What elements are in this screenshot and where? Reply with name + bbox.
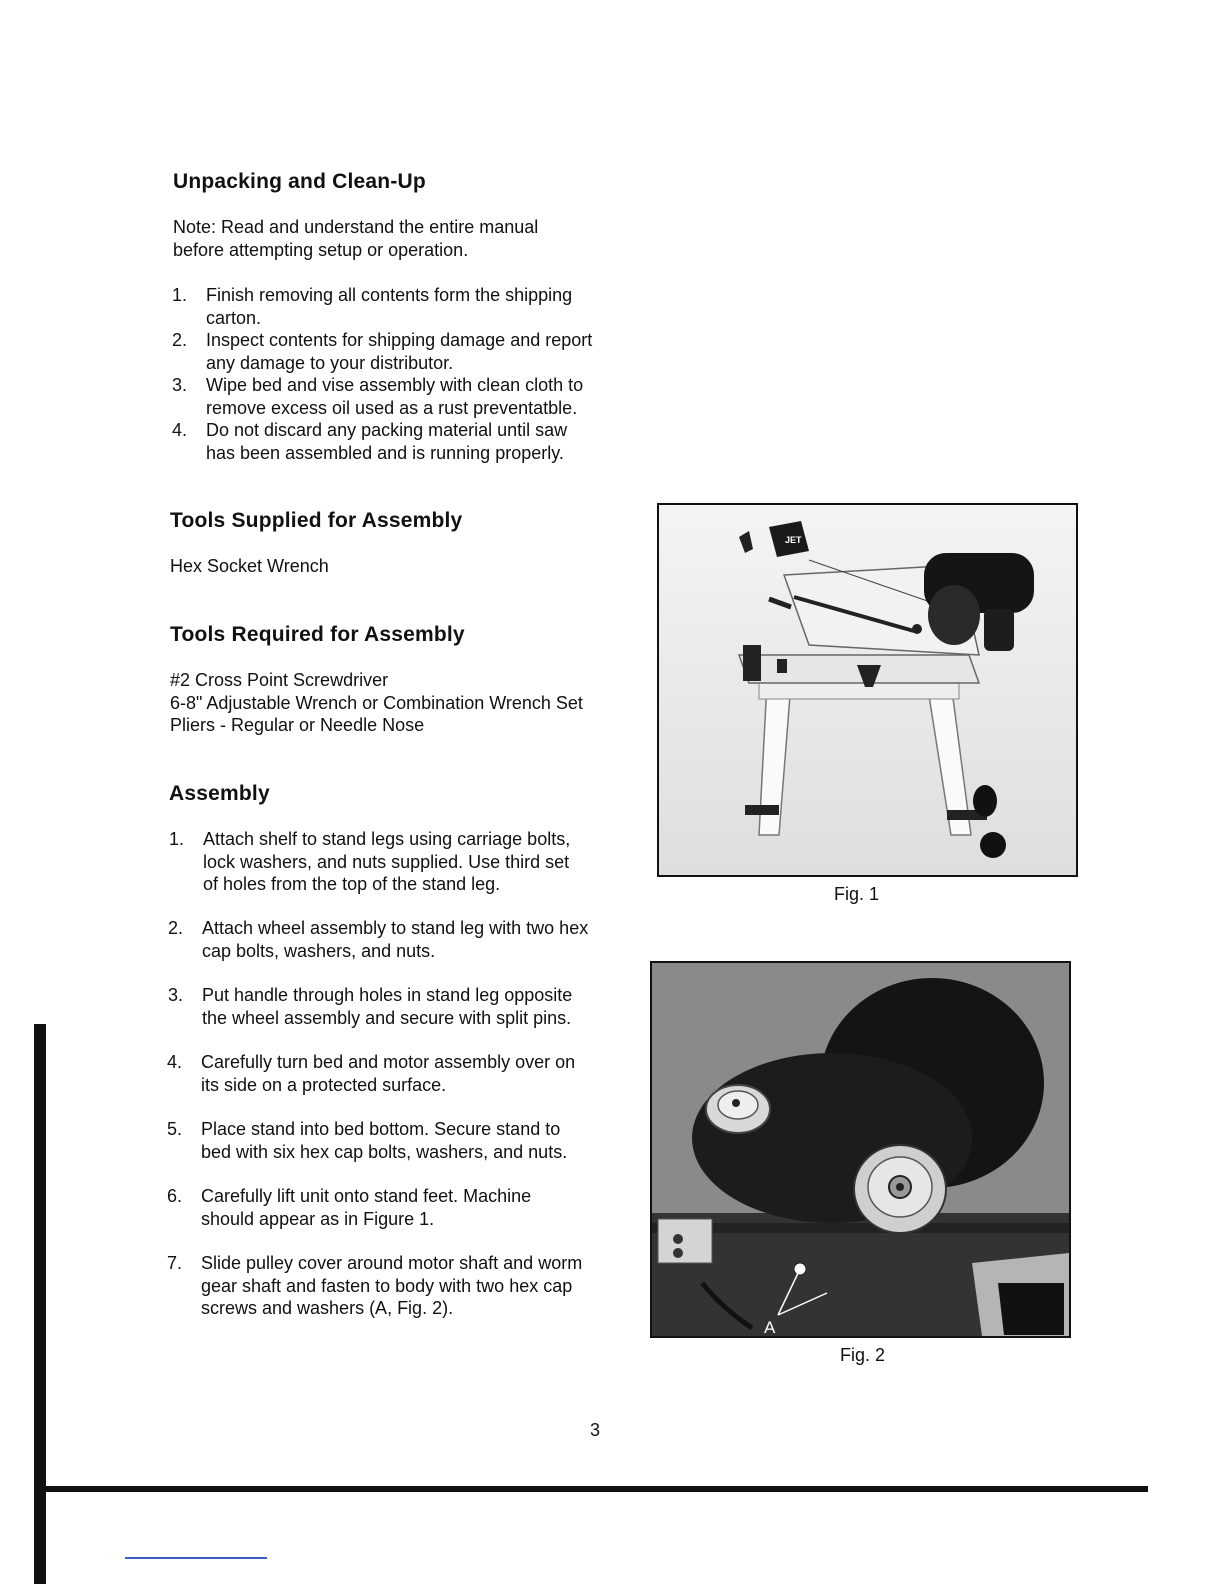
- figure-2-photo: [650, 961, 1071, 1338]
- step-number: 3.: [172, 375, 188, 395]
- step-number: 1.: [172, 285, 188, 305]
- assembly-step: [167, 1118, 627, 1163]
- step-text: Attach wheel assembly to stand leg with two hex: [202, 918, 589, 938]
- step-text: remove excess oil used as a rust preventatble.: [206, 397, 578, 418]
- tools-required-heading: Tools Required for Assembly: [170, 623, 465, 646]
- step-text: Carefully turn bed and motor assembly over on: [201, 1052, 576, 1072]
- figure-1-caption: Fig. 1: [834, 884, 880, 904]
- step-text: any damage to your distributor.: [206, 352, 454, 373]
- step-number: 4.: [167, 1052, 183, 1072]
- step-text: the wheel assembly and secure with split pins.: [202, 1007, 572, 1028]
- step-number: 6.: [167, 1186, 183, 1206]
- figure-1-photo: [657, 503, 1078, 877]
- step-text: Carefully lift unit onto stand feet. Machine: [201, 1186, 532, 1206]
- step-text: lock washers, and nuts supplied. Use third set: [203, 851, 570, 872]
- unpacking-steps: [172, 284, 632, 464]
- step-number: 5.: [167, 1119, 183, 1139]
- list-item: [168, 984, 628, 1029]
- step-number: 1.: [169, 829, 185, 849]
- list-item: [172, 419, 632, 464]
- tools-required-list: [170, 669, 583, 737]
- step-number: 4.: [172, 420, 188, 440]
- step-text: of holes from the top of the stand leg.: [203, 874, 501, 894]
- jet-logo-text: JET: [785, 535, 802, 545]
- pulley-cover-illustration: [652, 963, 1069, 1336]
- step-text: Inspect contents for shipping damage and report: [206, 330, 593, 350]
- list-item: [168, 917, 628, 962]
- list-item: [167, 1118, 627, 1163]
- assembly-step: [167, 1051, 627, 1096]
- step-text: carton.: [206, 307, 262, 328]
- step-text: bed with six hex cap bolts, washers, and nuts.: [201, 1141, 568, 1162]
- bottom-rule: [42, 1486, 1148, 1492]
- step-number: 3.: [168, 985, 184, 1005]
- step-text: gear shaft and fasten to body with two hex cap: [201, 1275, 573, 1296]
- step-text: Wipe bed and vise assembly with clean cloth to: [206, 375, 584, 395]
- assembly-step: [167, 1252, 627, 1320]
- assembly-step: [167, 1185, 627, 1230]
- step-text: Finish removing all contents form the shipping: [206, 285, 573, 305]
- band-saw-illustration: [659, 505, 1076, 875]
- step-number: 7.: [167, 1253, 183, 1273]
- assembly-heading: Assembly: [169, 782, 270, 805]
- list-item: [172, 284, 632, 329]
- unpacking-heading: Unpacking and Clean-Up: [173, 170, 426, 193]
- list-item: [172, 329, 632, 374]
- assembly-step: [168, 917, 628, 962]
- tools-supplied-list: [170, 555, 329, 578]
- figure-2-caption: Fig. 2: [840, 1345, 886, 1365]
- step-number: 2.: [168, 918, 184, 938]
- binding-edge: [34, 1024, 46, 1584]
- step-text: Put handle through holes in stand leg opposite: [202, 985, 573, 1005]
- step-text: has been assembled and is running properly.: [206, 442, 564, 463]
- step-text: should appear as in Figure 1.: [201, 1208, 435, 1229]
- callout-label-a: A: [764, 1318, 776, 1336]
- note-line: Note: Read and understand the entire manual: [173, 217, 539, 237]
- list-item: [167, 1185, 627, 1230]
- list-item: #2 Cross Point Screwdriver: [170, 670, 389, 690]
- step-text: screws and washers (A, Fig. 2).: [201, 1298, 454, 1318]
- assembly-step: [169, 828, 629, 896]
- step-text: Do not discard any packing material until saw: [206, 420, 568, 440]
- step-number: 2.: [172, 330, 188, 350]
- page-number: 3: [590, 1420, 601, 1440]
- blue-rule: [125, 1557, 267, 1559]
- list-item: [167, 1252, 627, 1320]
- step-text: cap bolts, washers, and nuts.: [202, 940, 436, 961]
- step-text: Attach shelf to stand legs using carriage bolts,: [203, 829, 571, 849]
- list-item: [172, 374, 632, 419]
- list-item: Pliers - Regular or Needle Nose: [170, 715, 425, 735]
- list-item: 6-8" Adjustable Wrench or Combination Wrench Set: [170, 692, 583, 713]
- step-text: Slide pulley cover around motor shaft and worm: [201, 1253, 583, 1273]
- assembly-step: [168, 984, 628, 1029]
- step-text: Place stand into bed bottom. Secure stand to: [201, 1119, 561, 1139]
- list-item: [169, 828, 629, 896]
- step-text: its side on a protected surface.: [201, 1074, 447, 1095]
- list-item: Hex Socket Wrench: [170, 556, 329, 576]
- unpacking-note: [173, 216, 538, 261]
- tools-supplied-heading: Tools Supplied for Assembly: [170, 509, 463, 532]
- note-line: before attempting setup or operation.: [173, 239, 469, 260]
- list-item: [167, 1051, 627, 1096]
